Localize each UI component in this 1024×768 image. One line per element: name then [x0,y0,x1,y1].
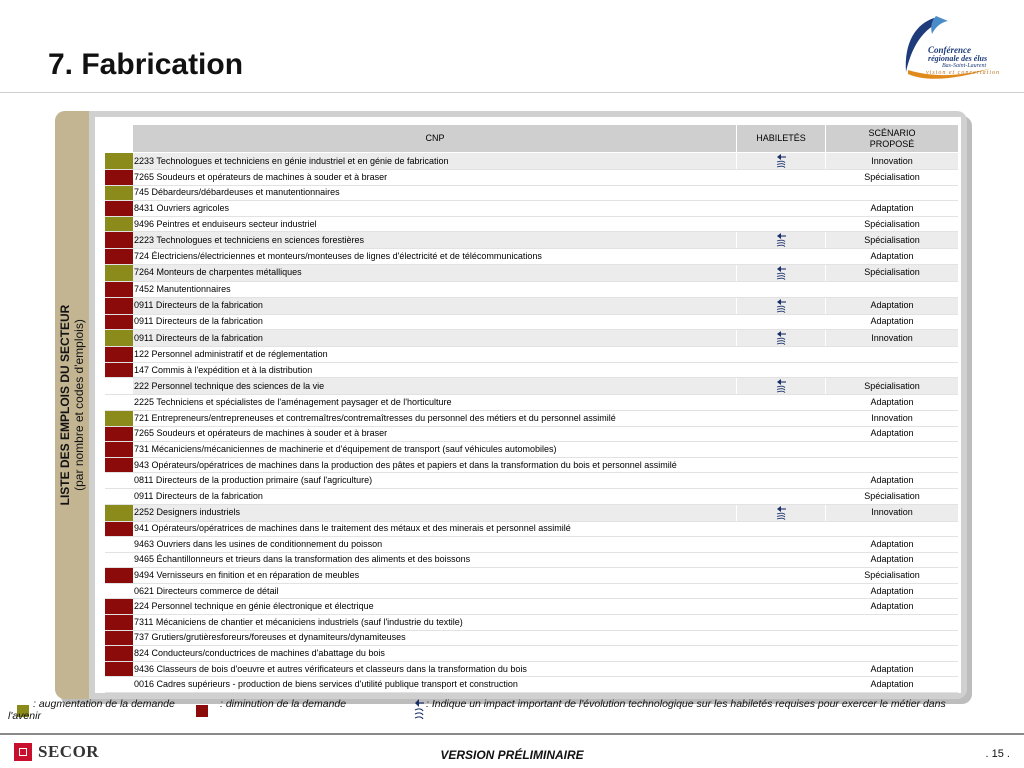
scenario-cell: Adaptation [826,201,959,217]
trend-swatch-down [105,661,133,677]
scenario-cell [826,347,959,363]
habiletes-cell [737,457,826,473]
legend-impact-text: : Indique un impact important de l'évolution technologique sur les habiletés requises pour exercer le métier dans [426,698,946,710]
habiletes-cell [737,347,826,363]
trend-swatch-down [105,170,133,186]
tech-impact-icon [775,507,787,517]
sidebar-title: LISTE DES EMPLOIS DU SECTEUR [58,304,72,506]
scenario-cell: Adaptation [826,552,959,568]
table-row [105,378,958,395]
trend-swatch-down [105,599,133,615]
cnp-cell: 2225 Techniciens et spécialistes de l'aménagement paysager et de l'horticulture [133,395,737,411]
habiletes-cell [737,410,826,426]
trend-swatch-none [105,552,133,568]
scenario-cell: Spécialisation [826,216,959,232]
table-row [105,347,958,363]
trend-swatch-down [105,201,133,217]
scenario-cell: Innovation [826,504,959,521]
cnp-cell: 9436 Classeurs de bois d'oeuvre et autres vérificateurs et classeurs dans la transformation du bois [133,661,737,677]
cnp-cell: 824 Conducteurs/conductrices de machines d'abattage du bois [133,646,737,662]
cnp-cell: 224 Personnel technique en génie électronique et électrique [133,599,737,615]
scenario-cell: Adaptation [826,426,959,442]
trend-swatch-down [105,442,133,458]
table-row [105,170,958,186]
trend-swatch-down [105,615,133,631]
legend-impact-icon [412,697,426,726]
cnp-cell: 721 Entrepreneurs/entrepreneuses et contremaîtres/contremaîtresses du personnel des métiers et du personnel assimilé [133,410,737,426]
habiletes-cell [737,630,826,646]
habiletes-cell [737,362,826,378]
scenario-cell [826,442,959,458]
header-scenario [826,125,959,153]
cnp-cell: 0811 Directeurs de la production primaire (sauf l'agriculture) [133,473,737,489]
trend-swatch-none [105,473,133,489]
table-row [105,599,958,615]
habiletes-cell [737,615,826,631]
trend-swatch-down [105,232,133,249]
scenario-cell: Adaptation [826,599,959,615]
version-label: VERSION PRÉLIMINAIRE [440,748,584,762]
table-row [105,249,958,265]
habiletes-cell [737,314,826,330]
cnp-cell: 0911 Directeurs de la fabrication [133,297,737,314]
habiletes-cell [737,395,826,411]
tech-impact-icon [775,235,787,245]
habiletes-cell [737,442,826,458]
table-row [105,568,958,584]
scenario-cell: Adaptation [826,249,959,265]
trend-swatch-up [105,264,133,281]
scenario-cell: Innovation [826,153,959,170]
trend-swatch-down [105,521,133,537]
table-row [105,410,958,426]
tech-impact-icon [775,155,787,165]
table-row [105,153,958,170]
trend-swatch-none [105,537,133,553]
trend-swatch-none [105,488,133,504]
scenario-cell: Spécialisation [826,264,959,281]
habiletes-cell [737,661,826,677]
header-cnp: CNP [133,125,737,153]
cnp-cell: 222 Personnel technique des sciences de la vie [133,378,737,395]
habiletes-cell [737,264,826,281]
table-row [105,473,958,489]
cnp-cell: 2252 Designers industriels [133,504,737,521]
scenario-cell: Adaptation [826,473,959,489]
trend-swatch-none [105,395,133,411]
page-number: . 15 . [985,748,1010,760]
header-scenario-line1: SCÉNARIO [868,127,916,138]
trend-swatch-down [105,362,133,378]
table-row [105,661,958,677]
sidebar-subtitle: (par nombre et codes d'emplois) [72,319,86,491]
scenario-cell [826,646,959,662]
cnp-cell: 9465 Échantillonneurs et trieurs dans la transformation des aliments et des boissons [133,552,737,568]
trend-swatch-up [105,216,133,232]
scenario-cell [826,521,959,537]
table-row [105,630,958,646]
table-row [105,362,958,378]
cnp-cell: 9496 Peintres et enduiseurs secteur industriel [133,216,737,232]
table-row [105,216,958,232]
habiletes-cell [737,330,826,347]
tech-impact-icon [775,300,787,310]
habiletes-cell [737,201,826,217]
title-divider [0,92,1024,93]
trend-swatch-up [105,504,133,521]
cnp-cell: 7452 Manutentionnaires [133,281,737,297]
habiletes-cell [737,249,826,265]
habiletes-cell [737,378,826,395]
habiletes-cell [737,185,826,201]
legend-up-text: : augmentation de la demande [33,698,175,710]
trend-swatch-down [105,249,133,265]
habiletes-cell [737,677,826,693]
table-row [105,314,958,330]
cnp-cell: 0016 Cadres supérieurs - production de biens services d'utilité publique transport et construction [133,677,737,693]
table-row [105,264,958,281]
jobs-table [105,125,958,693]
header-scenario-line2: PROPOSÉ [869,138,915,149]
cnp-cell: 8431 Ouvriers agricoles [133,201,737,217]
habiletes-cell [737,521,826,537]
scenario-cell [826,281,959,297]
logo-line-1: Conférence [928,45,971,55]
cnp-cell: 147 Commis à l'expédition et à la distribution [133,362,737,378]
scenario-cell [826,630,959,646]
table-row [105,395,958,411]
habiletes-cell [737,599,826,615]
table-row [105,330,958,347]
scenario-cell: Adaptation [826,583,959,599]
table-row [105,297,958,314]
table-row [105,488,958,504]
trend-swatch-down [105,347,133,363]
habiletes-cell [737,426,826,442]
logo-line-2: régionale des élus [928,54,988,63]
table-row [105,677,958,693]
sidebar-label [58,125,86,685]
trend-swatch-down [105,426,133,442]
table-row [105,442,958,458]
page-title: 7. Fabrication [48,48,244,81]
habiletes-cell [737,232,826,249]
trend-swatch-down [105,297,133,314]
trend-swatch-down [105,314,133,330]
header-habiletes: HABILETÉS [737,125,826,153]
tech-impact-icon [775,333,787,343]
table-row [105,521,958,537]
table-row [105,583,958,599]
cnp-cell: 7265 Soudeurs et opérateurs de machines à souder et à braser [133,426,737,442]
cnp-cell: 0911 Directeurs de la fabrication [133,314,737,330]
scenario-cell [826,615,959,631]
cnp-cell: 0911 Directeurs de la fabrication [133,330,737,347]
cnp-cell: 7311 Mécaniciens de chantier et mécaniciens industriels (sauf l'industrie du textile) [133,615,737,631]
scenario-cell: Spécialisation [826,232,959,249]
cre-logo [896,12,1004,84]
cnp-cell: 943 Opérateurs/opératrices de machines dans la production des pâtes et papiers et dans la transformation du bois et personnel assimilé [133,457,737,473]
legend-impact-text-cont: l'avenir [8,710,41,722]
table-row [105,232,958,249]
cnp-cell: 731 Mécaniciens/mécaniciennes de machinerie et d'équipement de transport (sauf véhicules automobiles) [133,442,737,458]
legend-down-swatch [196,705,208,717]
habiletes-cell [737,216,826,232]
habiletes-cell [737,488,826,504]
scenario-cell: Spécialisation [826,488,959,504]
table-row [105,504,958,521]
cnp-cell: 9463 Ouvriers dans les usines de conditionnement du poisson [133,537,737,553]
table-row [105,552,958,568]
cnp-cell: 745 Débardeurs/débardeuses et manutentionnaires [133,185,737,201]
cnp-cell: 2223 Technologues et techniciens en sciences forestières [133,232,737,249]
legend-down-text: : diminution de la demande [220,698,347,710]
scenario-cell: Spécialisation [826,568,959,584]
cnp-cell: 7265 Soudeurs et opérateurs de machines à souder et à braser [133,170,737,186]
table-row [105,281,958,297]
scenario-cell: Innovation [826,410,959,426]
cnp-cell: 0621 Directeurs commerce de détail [133,583,737,599]
trend-swatch-none [105,378,133,395]
secor-wordmark: SECOR [38,742,100,761]
habiletes-cell [737,568,826,584]
logo-line-4: vision et concertation [926,70,1000,76]
habiletes-cell [737,504,826,521]
trend-swatch-down [105,568,133,584]
header-swatch-cell [105,125,133,153]
scenario-cell [826,457,959,473]
habiletes-cell [737,297,826,314]
scenario-cell [826,185,959,201]
scenario-cell: Adaptation [826,314,959,330]
trend-swatch-down [105,630,133,646]
habiletes-cell [737,583,826,599]
tech-impact-icon [775,381,787,391]
table-row [105,426,958,442]
footer-divider [0,733,1024,735]
scenario-cell: Adaptation [826,297,959,314]
table-row [105,457,958,473]
cnp-cell: 0911 Directeurs de la fabrication [133,488,737,504]
cnp-cell: 737 Grutiers/grutièresforeurs/foreuses et dynamiteurs/dynamiteuses [133,630,737,646]
trend-swatch-down [105,646,133,662]
table-row [105,646,958,662]
tech-impact-icon [775,267,787,277]
scenario-cell: Spécialisation [826,378,959,395]
habiletes-cell [737,552,826,568]
habiletes-cell [737,170,826,186]
scenario-cell [826,362,959,378]
table-row [105,201,958,217]
trend-swatch-up [105,410,133,426]
habiletes-cell [737,473,826,489]
trend-swatch-down [105,457,133,473]
logo-line-3: Bas-Saint-Laurent [942,63,987,69]
scenario-cell: Spécialisation [826,170,959,186]
habiletes-cell [737,646,826,662]
trend-swatch-up [105,153,133,170]
scenario-cell: Innovation [826,330,959,347]
cnp-cell: 724 Électriciens/électriciennes et monteurs/monteuses de lignes d'électricité et de télécommunications [133,249,737,265]
table-row [105,615,958,631]
cnp-cell: 2233 Technologues et techniciens en génie industriel et en génie de fabrication [133,153,737,170]
cnp-cell: 9494 Vernisseurs en finition et en réparation de meubles [133,568,737,584]
habiletes-cell [737,537,826,553]
habiletes-cell [737,281,826,297]
table-row [105,185,958,201]
scenario-cell: Adaptation [826,537,959,553]
cnp-cell: 7264 Monteurs de charpentes métalliques [133,264,737,281]
trend-swatch-up [105,330,133,347]
scenario-cell: Adaptation [826,395,959,411]
trend-swatch-down [105,281,133,297]
cnp-cell: 941 Opérateurs/opératrices de machines dans le traitement des métaux et des minerais et personnel assimilé [133,521,737,537]
cnp-cell: 122 Personnel administratif et de réglementation [133,347,737,363]
scenario-cell: Adaptation [826,677,959,693]
trend-swatch-none [105,583,133,599]
habiletes-cell [737,153,826,170]
table-row [105,537,958,553]
trend-swatch-up [105,185,133,201]
table-header-row [105,125,958,153]
scenario-cell: Adaptation [826,661,959,677]
trend-swatch-none [105,677,133,693]
